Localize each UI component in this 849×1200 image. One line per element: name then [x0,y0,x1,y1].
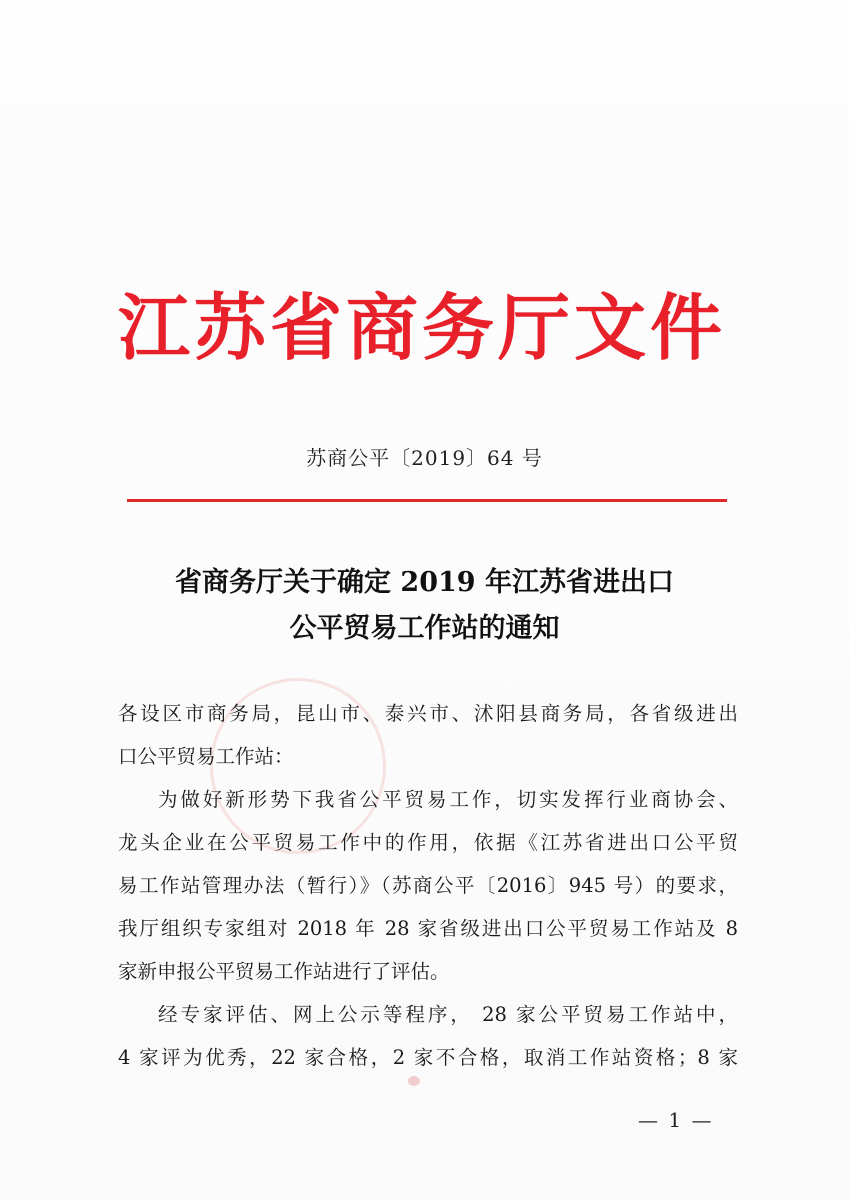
body-line-4: 龙头企业在公平贸易工作中的作用，依据《江苏省进出口公平贸 [118,831,738,854]
body-line-6: 我厅组织专家组对 2018 年 28 家省级进出口公平贸易工作站及 8 [118,917,738,940]
body-line-5: 易工作站管理办法（暂行）》（苏商公平〔2016〕945 号）的要求， [118,874,738,897]
notice-title-line-1: 省商务厅关于确定 2019 年江苏省进出口 [175,567,674,598]
notice-body [118,692,738,1079]
body-line-9: 4 家评为优秀，22 家合格，2 家不合格，取消工作站资格；8 家 [118,1046,738,1069]
body-line-2: 口公平贸易工作站： [118,745,294,768]
document-number: 苏商公平〔2019〕64 号 [306,446,543,470]
body-line-8: 经专家评估、网上公示等程序， 28 家公平贸易工作站中， [158,1003,738,1026]
notice-title [0,560,849,652]
red-divider-line [127,499,727,502]
body-line-7: 家新申报公平贸易工作站进行了评估。 [118,960,450,983]
page-number: — 1 — [638,1108,714,1132]
document-header-title: 江苏省商务厅文件 [118,285,727,370]
ink-smudge [408,1076,420,1086]
notice-title-line-2: 公平贸易工作站的通知 [289,613,560,644]
body-line-1: 各设区市商务局，昆山市、泰兴市、沭阳县商务局，各省级进出 [118,702,738,725]
body-line-3: 为做好新形势下我省公平贸易工作，切实发挥行业商协会、 [158,788,738,811]
